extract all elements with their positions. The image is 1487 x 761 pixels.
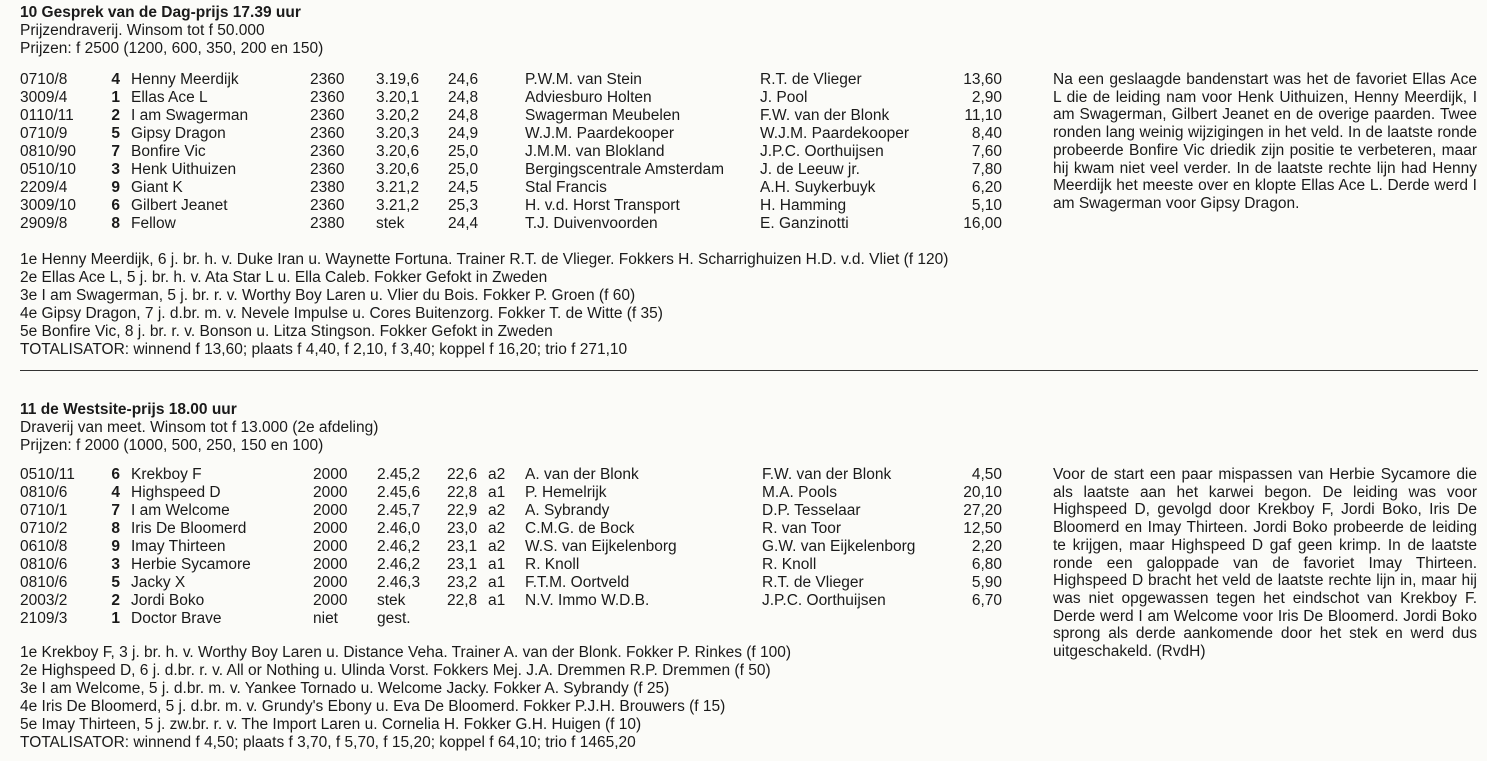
start-position: a2 <box>488 538 506 555</box>
start-number: 3 <box>111 556 120 573</box>
table-row <box>20 520 1040 538</box>
horse-name: Bonfire Vic <box>131 143 206 160</box>
result-date: 0610/8 <box>20 538 68 555</box>
result-date: 3009/10 <box>20 197 77 214</box>
km-time: 23,0 <box>447 520 478 537</box>
detail-line: TOTALISATOR: winnend f 13,60; plaats f 4,40, f 2,10, f 3,40; koppel f 16,20; trio f 271,10 <box>20 341 628 358</box>
race-header <box>20 4 323 58</box>
owner-name: A. van der Blonk <box>525 466 639 483</box>
owner-name: P. Hemelrijk <box>525 484 607 501</box>
detail-line: 4e Gipsy Dragon, 7 j. d.br. m. v. Nevele Impulse u. Cores Buitenzorg. Fokker T. de Witte (f 35) <box>20 305 663 322</box>
finish-time: 3.21,2 <box>376 179 420 196</box>
owner-name: Bergingscentrale Amsterdam <box>525 161 725 178</box>
driver-name: F.W. van der Blonk <box>760 107 890 124</box>
start-number: 1 <box>111 610 120 627</box>
odds-value: 5,90 <box>971 574 1002 591</box>
start-number: 4 <box>111 484 120 501</box>
result-date: 3009/4 <box>20 89 68 106</box>
table-row <box>20 161 1040 179</box>
start-number: 8 <box>111 520 120 537</box>
km-time: 25,0 <box>448 143 479 160</box>
horse-name: Jordi Boko <box>131 592 205 609</box>
owner-name: H. v.d. Horst Transport <box>525 197 680 214</box>
table-row <box>20 484 1040 502</box>
result-date: 0710/9 <box>20 125 68 142</box>
race-title: 10 Gesprek van de Dag-prijs 17.39 uur <box>20 4 301 21</box>
table-row <box>20 143 1040 161</box>
start-number: 6 <box>111 197 120 214</box>
results-table <box>20 466 1040 628</box>
horse-name: Ellas Ace L <box>131 89 208 106</box>
driver-name: W.J.M. Paardekooper <box>760 125 910 142</box>
owner-name: W.S. van Eijkelenborg <box>525 538 677 555</box>
km-time: 25,3 <box>448 197 479 214</box>
driver-name: F.W. van der Blonk <box>762 466 892 483</box>
section-divider <box>20 370 1478 371</box>
detail-line: 2e Ellas Ace L, 5 j. br. h. v. Ata Star L u. Ella Caleb. Fokker Gefokt in Zweden <box>20 269 548 286</box>
detail-line: 3e I am Welcome, 5 j. d.br. m. v. Yankee Tornado u. Welcome Jacky. Fokker A. Sybrandy (f 25) <box>20 680 670 697</box>
driver-name: H. Hamming <box>760 197 847 214</box>
table-row <box>20 574 1040 592</box>
start-number: 9 <box>111 538 120 555</box>
finish-time: 3.20,2 <box>376 107 420 124</box>
km-time: 22,6 <box>447 466 478 483</box>
distance: 2360 <box>310 89 345 106</box>
finish-time: 3.20,6 <box>376 161 420 178</box>
start-position: a1 <box>488 556 506 573</box>
horse-name: I am Swagerman <box>131 107 249 124</box>
table-row <box>20 215 1040 233</box>
finish-time: 3.20,6 <box>376 143 420 160</box>
owner-name: N.V. Immo W.D.B. <box>525 592 650 609</box>
owner-name: J.M.M. van Blokland <box>525 143 665 160</box>
distance: 2360 <box>310 125 345 142</box>
start-number: 1 <box>111 89 120 106</box>
horse-name: Highspeed D <box>131 484 221 501</box>
finish-time: 2.46,2 <box>377 556 421 573</box>
result-date: 2209/4 <box>20 179 68 196</box>
start-position: a1 <box>488 592 506 609</box>
odds-value: 7,60 <box>971 143 1002 160</box>
finish-time: 2.45,2 <box>377 466 421 483</box>
detail-line: 5e Imay Thirteen, 5 j. zw.br. r. v. The Import Laren u. Cornelia H. Fokker G.H. Huigen (f 10) <box>20 716 642 733</box>
distance: 2360 <box>310 161 345 178</box>
result-date: 2003/2 <box>20 592 68 609</box>
km-time: 25,0 <box>448 161 479 178</box>
driver-name: D.P. Tesselaar <box>762 502 861 519</box>
driver-name: R. Knoll <box>762 556 817 573</box>
finish-time: stek <box>377 592 406 609</box>
race-title: 11 de Westsite-prijs 18.00 uur <box>20 401 237 418</box>
start-number: 2 <box>111 592 120 609</box>
driver-name: J. de Leeuw jr. <box>760 161 860 178</box>
odds-value: 8,40 <box>971 125 1002 142</box>
owner-name: P.W.M. van Stein <box>525 71 642 88</box>
finish-time: 3.20,1 <box>376 89 420 106</box>
horse-details <box>20 644 791 752</box>
result-date: 0710/8 <box>20 71 68 88</box>
owner-name: R. Knoll <box>525 556 580 573</box>
result-date: 0510/10 <box>20 161 77 178</box>
detail-line: TOTALISATOR: winnend f 4,50; plaats f 3,70, f 5,70, f 15,20; koppel f 64,10; trio f 1465,20 <box>20 734 636 751</box>
start-number: 5 <box>111 125 120 142</box>
result-date: 0710/2 <box>20 520 68 537</box>
start-number: 8 <box>111 215 120 232</box>
driver-name: E. Ganzinotti <box>760 215 849 232</box>
distance: 2000 <box>313 538 348 555</box>
detail-line: 3e I am Swagerman, 5 j. br. r. v. Worthy Boy Laren u. Vlier du Bois. Fokker P. Groen (f 60) <box>20 287 636 304</box>
horse-details <box>20 251 948 359</box>
start-number: 4 <box>111 71 120 88</box>
owner-name: F.T.M. Oortveld <box>525 574 630 591</box>
finish-time: 3.20,3 <box>376 125 420 142</box>
start-position: a2 <box>488 466 506 483</box>
finish-time: stek <box>376 215 405 232</box>
horse-name: Gipsy Dragon <box>131 125 226 142</box>
km-time: 22,9 <box>447 502 478 519</box>
table-row <box>20 89 1040 107</box>
table-row <box>20 71 1040 89</box>
race-subtitle: Prijzendraverij. Winsom tot f 50.000 <box>20 22 265 39</box>
start-number: 9 <box>111 179 120 196</box>
driver-name: R. van Toor <box>762 520 841 537</box>
horse-name: Giant K <box>131 179 183 196</box>
km-time: 23,1 <box>447 556 478 573</box>
km-time: 24,8 <box>448 89 479 106</box>
detail-line: 1e Henny Meerdijk, 6 j. br. h. v. Duke Iran u. Waynette Fortuna. Trainer R.T. de Vlieger. Fokkers H. Scharrighuizen H.D. v.d. Vliet (f 120) <box>20 251 949 268</box>
horse-name: I am Welcome <box>131 502 230 519</box>
odds-value: 13,60 <box>963 71 1002 88</box>
odds-value: 16,00 <box>963 215 1002 232</box>
horse-name: Henk Uithuizen <box>131 161 237 178</box>
driver-name: G.W. van Eijkelenborg <box>762 538 916 555</box>
table-row <box>20 125 1040 143</box>
distance: 2000 <box>313 592 348 609</box>
start-number: 5 <box>111 574 120 591</box>
driver-name: J.P.C. Oorthuijsen <box>762 592 886 609</box>
race-report: Na een geslaagde bandenstart was het de favoriet Ellas Ace L die de leiding nam voor Henk Uithuizen, Henny Meerdijk, I am Swagerman, Gilbert Jeanet en de overige paarden. Twee ronden lang weinig wijzigingen in het veld. In de laatste ronde probeerde Bonfire Vic driedik zijn positie te verbeteren, maar hij kwam niet veel verder. In de laatste rechte lijn had Henny Meerdijk het meeste over en klopte Ellas Ace L. Derde werd I am Swagerman voor Gipsy Dragon. <box>1053 71 1477 212</box>
start-number: 7 <box>111 502 120 519</box>
race-header <box>20 401 378 455</box>
result-date: 2109/3 <box>20 610 68 627</box>
horse-name: Henny Meerdijk <box>131 71 239 88</box>
result-date: 0510/11 <box>20 466 75 483</box>
km-time: 22,8 <box>447 484 478 501</box>
horse-name: Herbie Sycamore <box>131 556 251 573</box>
driver-name: J.P.C. Oorthuijsen <box>760 143 884 160</box>
owner-name: Swagerman Meubelen <box>525 107 681 124</box>
distance: 2360 <box>310 143 345 160</box>
finish-time: 2.45,6 <box>377 484 421 501</box>
result-date: 0110/11 <box>20 107 74 124</box>
owner-name: A. Sybrandy <box>525 502 610 519</box>
odds-value: 7,80 <box>971 161 1002 178</box>
table-row <box>20 538 1040 556</box>
distance: 2000 <box>313 502 348 519</box>
driver-name: J. Pool <box>760 89 808 106</box>
driver-name: R.T. de Vlieger <box>762 574 864 591</box>
finish-time: 2.46,0 <box>377 520 421 537</box>
distance: 2380 <box>310 179 345 196</box>
finish-time: 3.21,2 <box>376 197 420 214</box>
distance: 2000 <box>313 484 348 501</box>
start-number: 7 <box>111 143 120 160</box>
start-position: a2 <box>488 520 506 537</box>
owner-name: C.M.G. de Bock <box>525 520 635 537</box>
result-date: 0810/6 <box>20 574 68 591</box>
detail-line: 2e Highspeed D, 6 j. d.br. r. v. All or Nothing u. Ulinda Vorst. Fokkers Mej. J.A. Dremmen R.P. Dremmen (f 50) <box>20 662 771 679</box>
result-date: 2909/8 <box>20 215 68 232</box>
start-number: 6 <box>111 466 120 483</box>
distance: 2000 <box>313 466 348 483</box>
odds-value: 5,10 <box>971 197 1002 214</box>
table-row <box>20 197 1040 215</box>
odds-value: 2,20 <box>971 538 1002 555</box>
owner-name: T.J. Duivenvoorden <box>525 215 658 232</box>
odds-value: 11,10 <box>964 107 1002 124</box>
result-date: 0810/6 <box>20 484 68 501</box>
start-position: a1 <box>488 574 506 591</box>
km-time: 24,9 <box>448 125 479 142</box>
result-date: 0810/6 <box>20 556 68 573</box>
finish-time: 2.46,2 <box>377 538 421 555</box>
start-position: a1 <box>488 484 506 501</box>
driver-name: M.A. Pools <box>762 484 837 501</box>
detail-line: 5e Bonfire Vic, 8 j. br. r. v. Bonson u. Litza Stingson. Fokker Gefokt in Zweden <box>20 323 553 340</box>
km-time: 24,4 <box>448 215 479 232</box>
distance: 2000 <box>313 520 348 537</box>
odds-value: 6,70 <box>971 592 1002 609</box>
detail-line: 1e Krekboy F, 3 j. br. h. v. Worthy Boy Laren u. Distance Veha. Trainer A. van der Blonk. Fokker P. Rinkes (f 100) <box>20 644 792 661</box>
finish-time: 3.19,6 <box>376 71 420 88</box>
finish-time: gest. <box>377 610 411 627</box>
distance: 2000 <box>313 556 348 573</box>
owner-name: W.J.M. Paardekooper <box>525 125 675 142</box>
horse-name: Krekboy F <box>131 466 202 483</box>
race-prizes: Prijzen: f 2000 (1000, 500, 250, 150 en 100) <box>20 437 324 454</box>
distance: 2360 <box>310 71 345 88</box>
detail-line: 4e Iris De Bloomerd, 5 j. d.br. m. v. Grundy's Ebony u. Eva De Bloomerd. Fokker P.J.H. Brouwers (f 15) <box>20 698 726 715</box>
km-time: 24,8 <box>448 107 479 124</box>
odds-value: 4,50 <box>971 466 1002 483</box>
table-row <box>20 179 1040 197</box>
horse-name: Fellow <box>131 215 176 232</box>
horse-name: Gilbert Jeanet <box>131 197 228 214</box>
distance: 2360 <box>310 107 345 124</box>
km-time: 24,6 <box>448 71 479 88</box>
distance: 2380 <box>310 215 345 232</box>
table-row <box>20 466 1040 484</box>
distance: niet <box>313 610 338 627</box>
table-row <box>20 592 1040 610</box>
horse-name: Iris De Bloomerd <box>131 520 247 537</box>
driver-name: R.T. de Vlieger <box>760 71 862 88</box>
start-position: a2 <box>488 502 506 519</box>
km-time: 22,8 <box>447 592 478 609</box>
distance: 2360 <box>310 197 345 214</box>
odds-value: 6,20 <box>971 179 1002 196</box>
race-prizes: Prijzen: f 2500 (1200, 600, 350, 200 en 150) <box>20 40 324 57</box>
odds-value: 2,90 <box>971 89 1002 106</box>
result-date: 0710/1 <box>20 502 68 519</box>
race-subtitle: Draverij van meet. Winsom tot f 13.000 (2e afdeling) <box>20 419 379 436</box>
driver-name: A.H. Suykerbuyk <box>760 179 876 196</box>
km-time: 23,1 <box>447 538 478 555</box>
horse-name: Imay Thirteen <box>131 538 226 555</box>
odds-value: 27,20 <box>963 502 1002 519</box>
finish-time: 2.45,7 <box>377 502 421 519</box>
owner-name: Stal Francis <box>525 179 607 196</box>
owner-name: Adviesburo Holten <box>525 89 652 106</box>
start-number: 2 <box>111 107 120 124</box>
table-row <box>20 107 1040 125</box>
table-row <box>20 610 1040 628</box>
result-date: 0810/90 <box>20 143 77 160</box>
km-time: 24,5 <box>448 179 479 196</box>
km-time: 23,2 <box>447 574 478 591</box>
finish-time: 2.46,3 <box>377 574 421 591</box>
odds-value: 6,80 <box>971 556 1002 573</box>
results-table <box>20 71 1040 233</box>
horse-name: Jacky X <box>131 574 186 591</box>
table-row <box>20 502 1040 520</box>
start-number: 3 <box>111 161 120 178</box>
odds-value: 20,10 <box>963 484 1002 501</box>
race-report: Voor de start een paar mispassen van Herbie Sycamore die als laatste aan het karwei begon. De leiding was voor Highspeed D, gevolgd door Krekboy F, Jordi Boko, Iris De Bloomerd en Imay Thirteen. Jordi Boko probeerde de leiding te krijgen, maar Highspeed D gaf geen krimp. In de laatste ronde een galoppade van de favoriet Imay Thirteen. Highspeed D bracht het veld de laatste rechte lijn in, maar hij was niet opgewassen tegen het eindschot van Krekboy F. Derde werd I am Welcome voor Iris De Bloomerd. Jordi Boko sprong als derde aankomende door het stek en werd dus uitgeschakeld. (RvdH) <box>1053 466 1477 661</box>
odds-value: 12,50 <box>963 520 1002 537</box>
distance: 2000 <box>313 574 348 591</box>
table-row <box>20 556 1040 574</box>
horse-name: Doctor Brave <box>131 610 222 627</box>
